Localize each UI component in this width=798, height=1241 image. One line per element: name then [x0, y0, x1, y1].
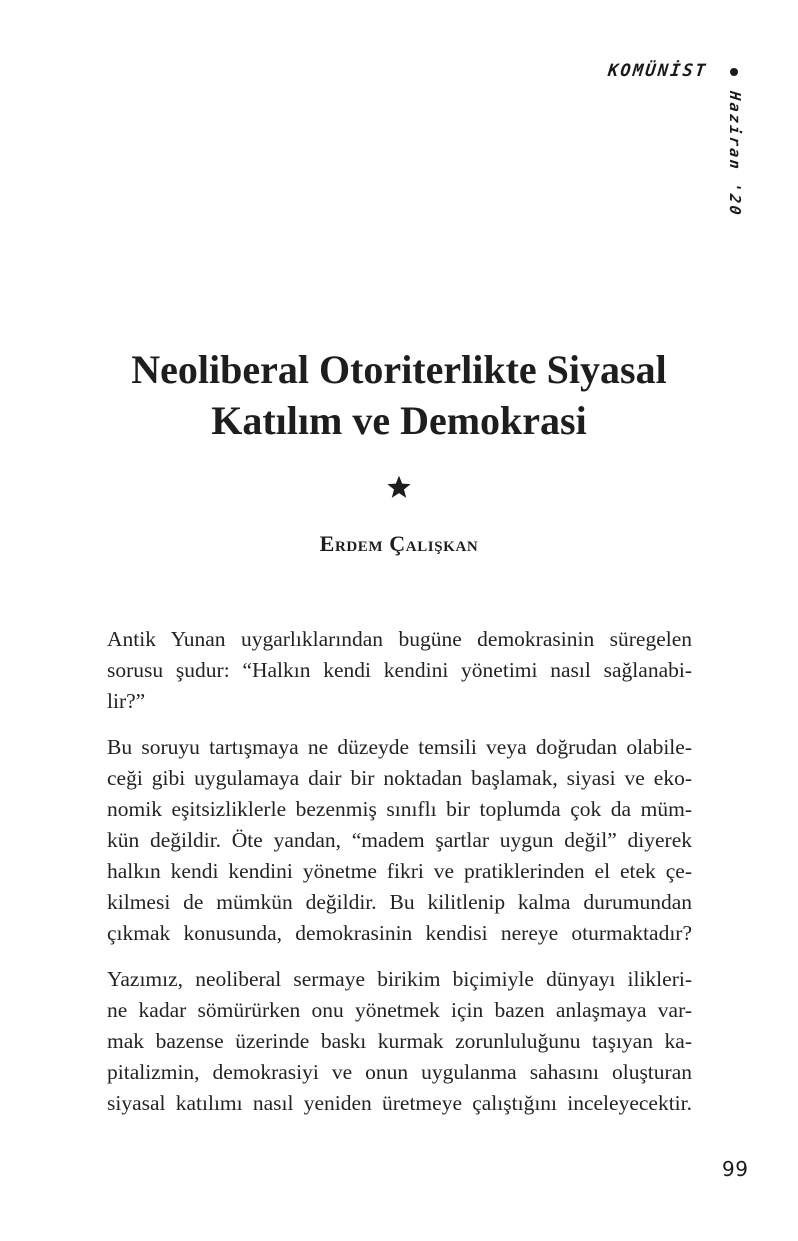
- paragraph: [107, 732, 692, 949]
- text-line: sorusu şudur: “Halkın kendi kendini yönetimi nasıl sağlanabi-: [107, 658, 692, 682]
- text-line: nomik eşitsizliklerle bezenmiş sınıflı bir toplumda çok da müm-: [107, 797, 692, 821]
- text-line: ne kadar sömürürken onu yönetmek için bazen anlaşmaya var-: [107, 998, 692, 1022]
- paragraph: [107, 964, 692, 1119]
- text-line: ceği gibi uygulamaya dair bir noktadan başlamak, siyasi ve eko-: [107, 766, 692, 790]
- article-author: Erdem Çalışkan: [319, 531, 479, 556]
- journal-name: KOMÜNİST: [606, 61, 709, 81]
- article-title: [0, 344, 798, 446]
- paragraph: [107, 624, 692, 717]
- bullet-icon: [730, 68, 738, 76]
- title-line: Katılım ve Demokrasi: [211, 398, 587, 443]
- page-number: 99: [722, 1157, 749, 1181]
- text-line: siyasal katılımı nasıl yeniden üretmeye çalıştığını inceleyecektir.: [107, 1091, 692, 1115]
- text-line: lir?”: [107, 689, 146, 713]
- text-line: Yazımız, neoliberal sermaye birikim biçimiyle dünyayı ilikleri-: [107, 967, 692, 991]
- text-line: kilmesi de mümkün değildir. Bu kilitlenip kalma durumundan: [107, 890, 692, 914]
- star-icon: [386, 474, 412, 500]
- text-line: mak bazense üzerinde baskı kurmak zorunluluğunu taşıyan ka-: [107, 1029, 692, 1053]
- text-line: halkın kendi kendini yönetme fikri ve pratiklerinden el etek çe-: [107, 859, 692, 883]
- issue-date: Haziran '20: [726, 90, 744, 218]
- text-line: çıkmak konusunda, demokrasinin kendisi nereye oturmaktadır?: [107, 921, 692, 945]
- text-line: Antik Yunan uygarlıklarından bugüne demokrasinin süregelen: [107, 627, 692, 651]
- text-line: kün değildir. Öte yandan, “madem şartlar uygun değil” diyerek: [107, 828, 692, 852]
- text-line: pitalizmin, demokrasiyi ve onun uygulanma sahasını oluşturan: [107, 1060, 692, 1084]
- article-body: [107, 624, 692, 1134]
- title-line: Neoliberal Otoriterlikte Siyasal: [131, 347, 667, 392]
- text-line: Bu soruyu tartışmaya ne düzeyde temsili veya doğrudan olabile-: [107, 735, 692, 759]
